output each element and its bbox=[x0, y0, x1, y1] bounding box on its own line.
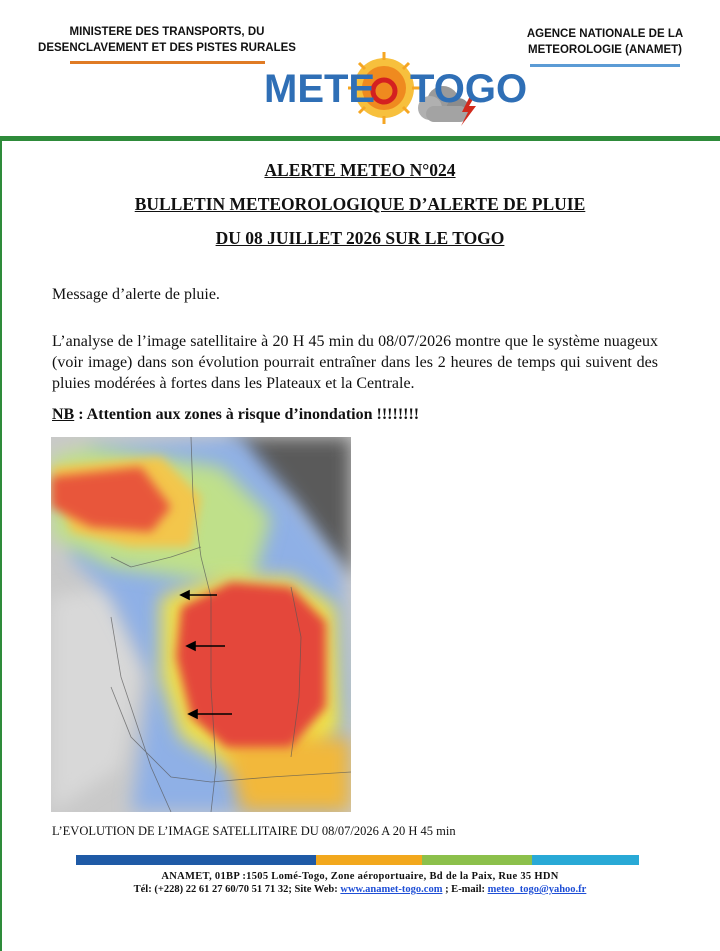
agency-name: AGENCE NATIONALE DE LA METEOROLOGIE (ANAMET) bbox=[526, 28, 684, 56]
colorbar-blue bbox=[76, 855, 316, 865]
satellite-image bbox=[51, 437, 351, 812]
date-title: DU 08 JUILLET 2026 SUR LE TOGO bbox=[215, 228, 505, 248]
footer-contact bbox=[0, 884, 720, 895]
email-link[interactable]: meteo_togo@yahoo.fr bbox=[487, 884, 587, 895]
nb-warning bbox=[52, 406, 419, 424]
analysis-text: L’analyse de l’image satellitaire à 20 H 45 min du 08/07/2026 montre que le système nuageux (voir image) dans son évolution pourrait entraîner dans les 2 heures de temps qui suivent des pluies modérées à fortes dans les Plateaux et la Centrale. bbox=[52, 333, 658, 392]
logo-text-right: TOGO bbox=[410, 67, 528, 111]
agency-underline bbox=[530, 64, 680, 67]
footer-email-label: ; E-mail: bbox=[442, 884, 488, 895]
bulletin-title: BULLETIN METEOROLOGIQUE D’ALERTE DE PLUIE bbox=[134, 194, 586, 214]
colorbar-orange bbox=[316, 855, 422, 865]
header-divider bbox=[0, 136, 720, 141]
page-left-border bbox=[0, 136, 2, 951]
ministry-name: MINISTERE DES TRANSPORTS, DU DESENCLAVEMENT ET DES PISTES RURALES bbox=[38, 26, 296, 54]
alert-title: ALERTE METEO N°024 bbox=[264, 160, 456, 180]
footer-phone: Tél: (+228) 22 61 27 60/70 51 71 32; Site Web: bbox=[133, 884, 341, 895]
logo-text-left: METE bbox=[264, 67, 376, 111]
nb-label: NB bbox=[52, 406, 75, 423]
footer-colorbar bbox=[76, 855, 639, 865]
footer-address: ANAMET, 01BP :1505 Lomé-Togo, Zone aéroportuaire, Bd de la Paix, Rue 35 HDN bbox=[161, 871, 559, 882]
colorbar-green bbox=[422, 855, 532, 865]
meteo-togo-logo bbox=[258, 50, 538, 130]
image-caption: L’EVOLUTION DE L’IMAGE SATELLITAIRE DU 08/07/2026 A 20 H 45 min bbox=[52, 824, 456, 838]
intro-text: Message d’alerte de pluie. bbox=[52, 286, 220, 303]
agency-header bbox=[520, 26, 690, 67]
colorbar-cyan bbox=[532, 855, 639, 865]
nb-text: : Attention aux zones à risque d’inondation !!!!!!!! bbox=[74, 406, 420, 423]
ministry-underline bbox=[70, 61, 265, 64]
website-link[interactable]: www.anamet-togo.com bbox=[340, 884, 443, 895]
